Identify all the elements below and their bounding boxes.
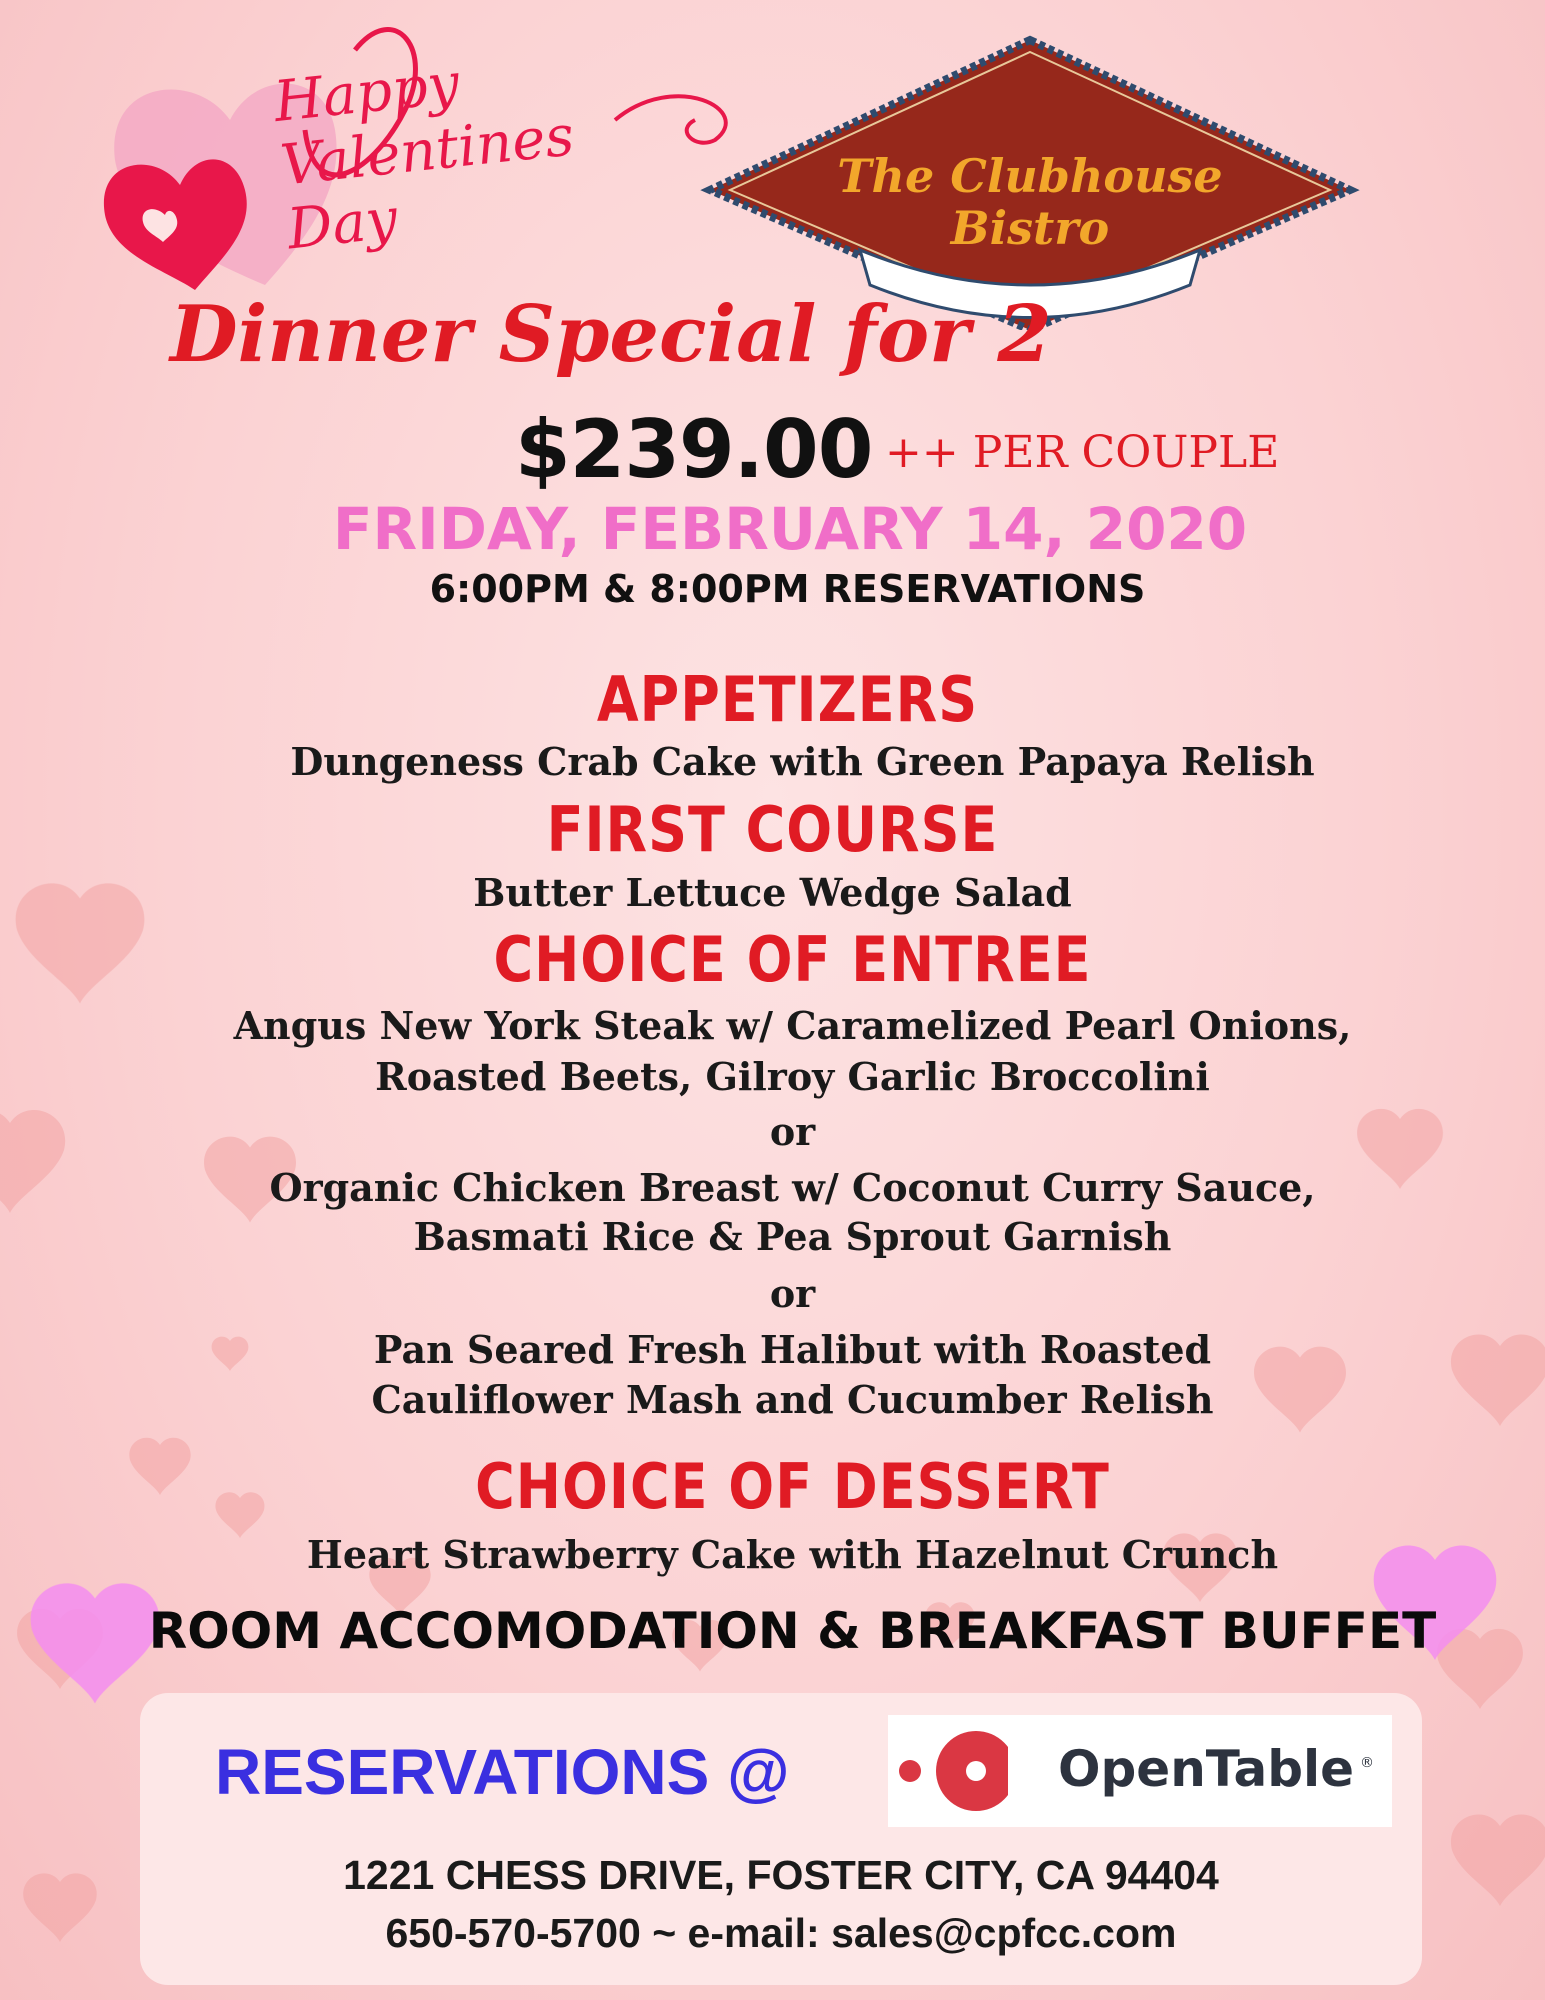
event-date: FRIDAY, FEBRUARY 14, 2020	[332, 495, 1248, 563]
entree-halibut-line2: Cauliflower Mash and Cucumber Relish	[371, 1377, 1214, 1422]
entree-steak-line2: Roasted Beets, Gilroy Garlic Broccolini	[375, 1054, 1210, 1099]
reservations-label: RESERVATIONS @	[215, 1736, 790, 1808]
entree-or-2: or	[769, 1271, 816, 1316]
reservations-panel	[140, 1693, 1422, 1985]
entree-halibut-line1: Pan Seared Fresh Halibut with Roasted	[373, 1327, 1212, 1372]
first-course-heading: FIRST COURSE	[546, 793, 999, 866]
opentable-registered-mark: ®	[1360, 1755, 1374, 1771]
dinner-special-title: Dinner Special for 2	[170, 289, 1052, 380]
entree-steak-line1: Angus New York Steak w/ Caramelized Pearl Onions,	[233, 1003, 1352, 1048]
price: $239.00	[515, 403, 873, 496]
clubhouse-logo-text: The Clubhouse Bistro	[837, 149, 1223, 255]
entree-or-1: or	[769, 1109, 816, 1154]
address: 1221 CHESS DRIVE, FOSTER CITY, CA 94404	[343, 1852, 1219, 1898]
entree-chicken-line1: Organic Chicken Breast w/ Coconut Curry Sauce,	[269, 1165, 1316, 1210]
valentines-logo-text: Happy Valentines Day	[270, 51, 578, 263]
appetizers-heading: APPETIZERS	[596, 663, 979, 736]
first-course-item: Butter Lettuce Wedge Salad	[473, 870, 1072, 915]
opentable-dot-icon	[888, 1715, 1008, 1827]
entree-heading: CHOICE OF ENTREE	[493, 923, 1092, 996]
entree-chicken-line2: Basmati Rice & Pea Sprout Garnish	[413, 1214, 1172, 1259]
clubhouse-bistro-logo	[700, 30, 1360, 330]
dessert-item: Heart Strawberry Cake with Hazelnut Crunch	[306, 1532, 1279, 1577]
contact-info: 650-570-5700 ~ e-mail: sales@cpfcc.com	[385, 1910, 1177, 1956]
opentable-wordmark: OpenTable	[1058, 1740, 1355, 1798]
valentines-logo	[55, 10, 735, 290]
price-suffix: ++ PER COUPLE	[885, 427, 1280, 478]
appetizer-item: Dungeness Crab Cake with Green Papaya Relish	[290, 739, 1315, 784]
reservation-times: 6:00PM & 8:00PM RESERVATIONS	[429, 567, 1146, 611]
room-accommodation-line: ROOM ACCOMODATION & BREAKFAST BUFFET	[148, 1602, 1437, 1660]
dessert-heading: CHOICE OF DESSERT	[475, 1450, 1110, 1523]
opentable-logo[interactable]	[888, 1715, 1392, 1827]
